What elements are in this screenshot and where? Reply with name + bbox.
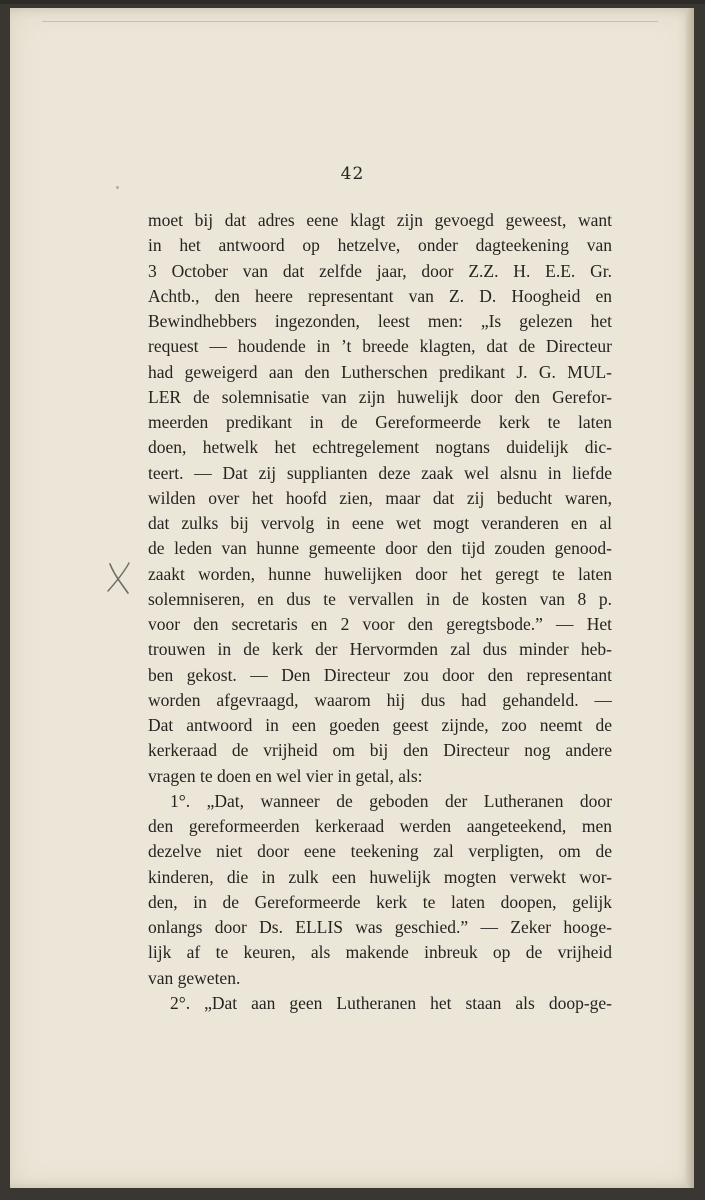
text-line: kerkeraad de vrijheid om bij den Directeur nog andere — [148, 740, 612, 761]
text-line: had geweigerd aan den Lutherschen predikant J. G. MUL- — [148, 361, 612, 382]
text-line: wilden over het hoofd zien, maar dat zij beducht waren, — [148, 487, 612, 508]
text-line: lijk af te keuren, als makende inbreuk op de vrijheid — [148, 942, 612, 963]
text-line: 1°. „Dat, wanneer de geboden der Lutheranen door — [170, 790, 612, 811]
page-number: 42 — [340, 164, 365, 184]
text-line: meerden predikant in de Gereformeerde kerk te laten — [148, 412, 612, 432]
book-edge — [0, 0, 705, 4]
text-line: vragen te doen en wel vier in getal, als: — [148, 765, 423, 786]
text-line: ben gekost. — Den Directeur zou door den representant — [148, 664, 612, 685]
text-line: de leden van hunne gemeente door den tijd zouden genood- — [148, 538, 612, 559]
body-text — [148, 208, 612, 1016]
text-line: request — houdende in ’t breede klagten, dat de Directeur — [148, 336, 612, 357]
page-top-edge — [42, 21, 658, 22]
text-line: 2°. „Dat aan geen Lutheranen het staan als doop-ge- — [170, 992, 612, 1013]
text-line: dat zulks bij vervolg in eene wet mogt veranderen en al — [148, 513, 612, 533]
text-line: van geweten. — [148, 967, 241, 988]
text-line: moet bij dat adres eene klagt zijn gevoegd geweest, want — [148, 210, 612, 230]
text-line: teert. — Dat zij supplianten deze zaak wel alsnu in liefde — [148, 462, 612, 483]
text-line: Dat antwoord in een goeden geest zijnde, zoo neemt de — [148, 715, 612, 735]
text-line: trouwen in de kerk der Hervormden zal dus minder heb- — [148, 639, 612, 660]
text-line: Achtb., den heere representant van Z. D. Hoogheid en — [148, 285, 612, 306]
text-line: den, in de Gereformeerde kerk te laten doopen, gelijk — [148, 891, 612, 912]
paper-speck — [116, 186, 119, 189]
text-line: doen, hetwelk het echtregelement nogtans duidelijk dic- — [148, 437, 612, 458]
text-line: zaakt worden, hunne huwelijken door het geregt te laten — [148, 563, 612, 584]
text-line: dezelve niet door eene teekening zal verpligten, om de — [148, 841, 612, 862]
text-line: 3 October van dat zelfde jaar, door Z.Z. H. E.E. Gr. — [148, 260, 612, 281]
text-line: Bewindhebbers ingezonden, leest men: „Is gelezen het — [148, 311, 612, 331]
text-line: solemniseren, en dus te vervallen in de kosten van 8 p. — [148, 588, 612, 609]
text-line: LER de solemnisatie van zijn huwelijk door den Gerefor- — [148, 386, 612, 407]
text-line: voor den secretaris en 2 voor den geregtsbode.” — Het — [148, 614, 612, 634]
text-line: in het antwoord op hetzelve, onder dagteekening van — [148, 235, 612, 256]
text-line: kinderen, die in zulk een huwelijk mogten verwekt wor- — [148, 866, 612, 887]
pencil-cross-mark-icon — [104, 560, 132, 596]
text-line: onlangs door Ds. ELLIS was geschied.” — Zeker hooge- — [148, 917, 612, 937]
text-line: worden afgevraagd, waarom hij dus had gehandeld. — — [148, 689, 612, 710]
book-spine-shadow — [686, 8, 694, 1188]
text-line: den gereformeerden kerkeraad werden aangeteekend, men — [148, 816, 612, 836]
